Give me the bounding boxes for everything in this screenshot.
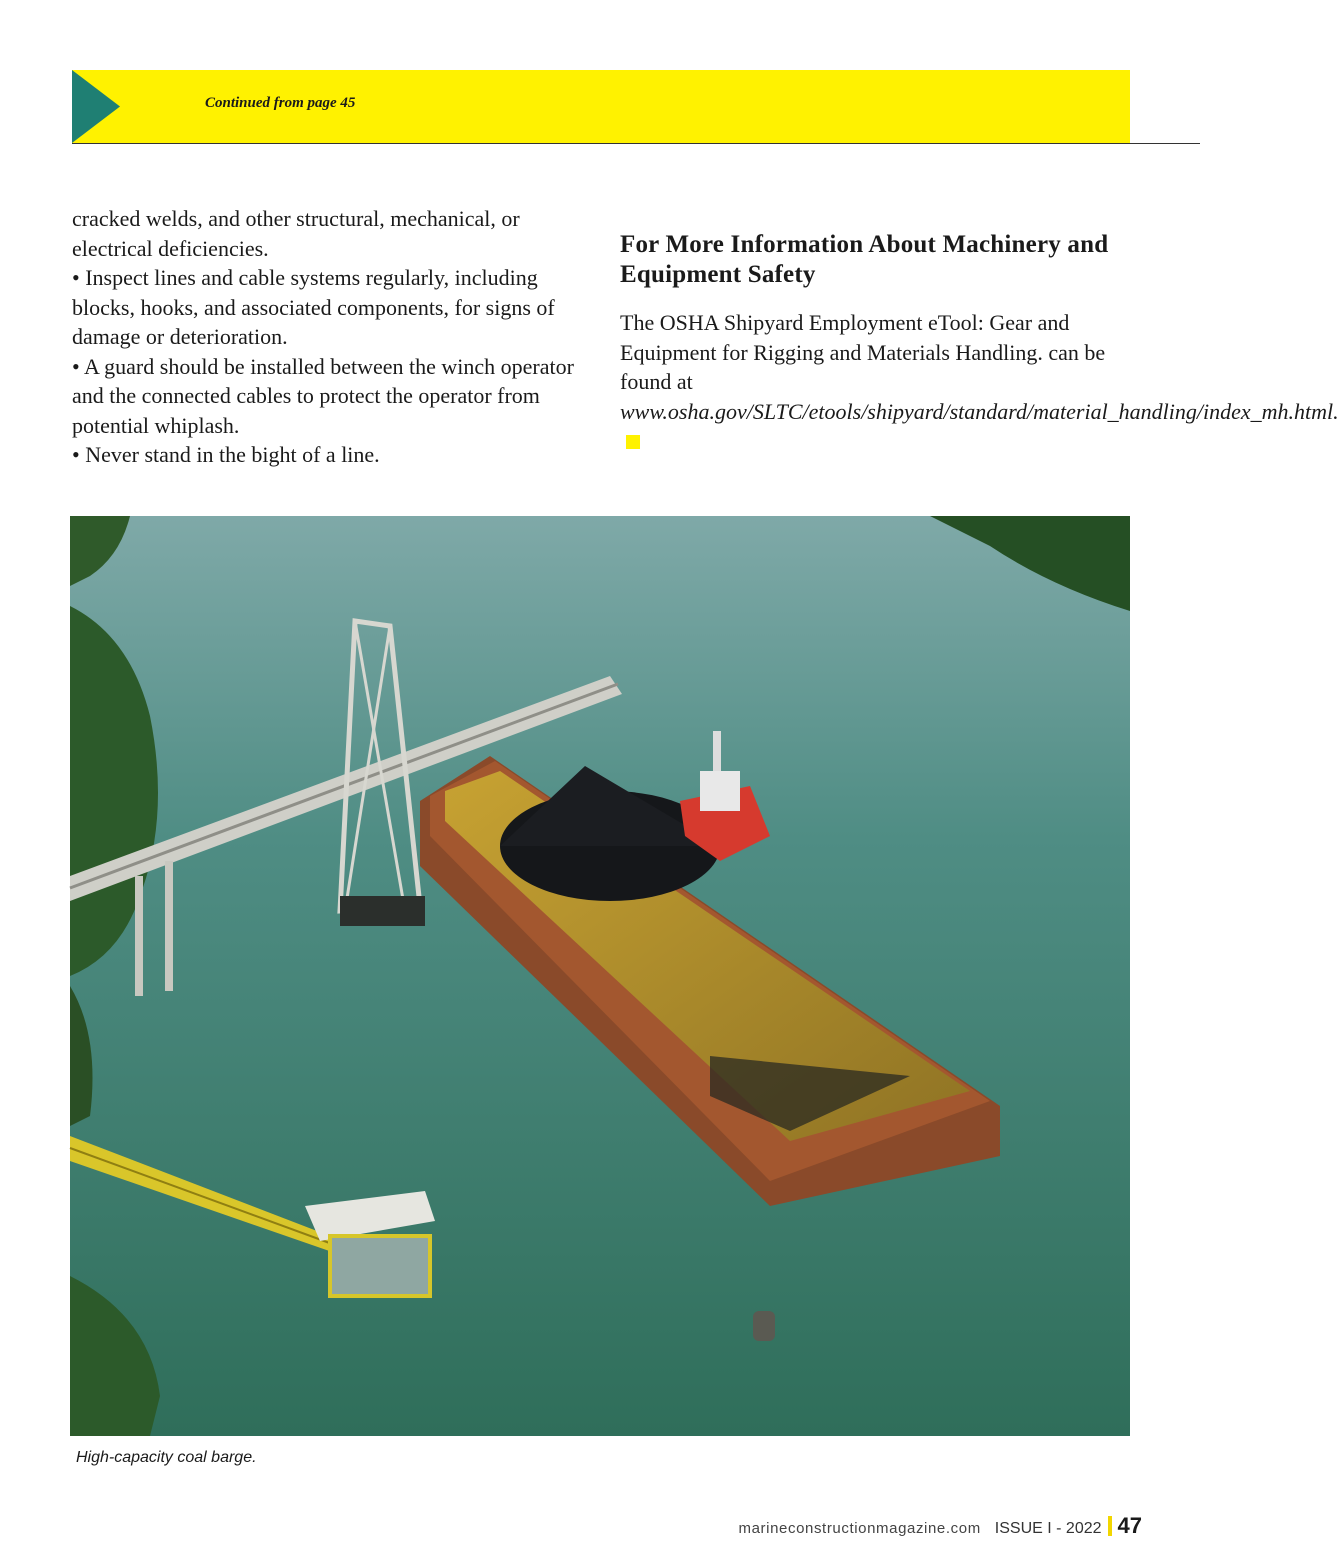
arrow-icon: [72, 70, 120, 143]
sidebar-body: [620, 308, 1339, 456]
end-of-article-mark: [626, 435, 640, 449]
bullet-item: • Inspect lines and cable systems regularly, including blocks, hooks, and associated components, for signs of damage or deterioration.: [72, 265, 555, 349]
footer-website: marineconstructionmagazine.com: [738, 1520, 981, 1537]
footer-separator: [1108, 1516, 1112, 1536]
info-sidebar: [620, 230, 1339, 456]
photo-caption: High-capacity coal barge.: [76, 1449, 257, 1466]
sidebar-body-text: The OSHA Shipyard Employment eTool: Gear and Equipment for Rigging and Materials Handling. can be found at: [620, 310, 1106, 394]
coal-barge-photo: [70, 516, 1130, 1436]
header-rule: [72, 143, 1200, 144]
article-body: [72, 204, 582, 470]
bullet-item: • A guard should be installed between the winch operator and the connected cables to protect the operator from potential whiplash.: [72, 353, 574, 438]
continued-from-label: Continued from page 45: [205, 95, 356, 111]
coal-barge-illustration: [70, 516, 1130, 1436]
page-number: 47: [1117, 1513, 1142, 1538]
page-footer: [739, 1513, 1142, 1539]
sidebar-body-end: .: [1333, 398, 1339, 424]
article-paragraph: cracked welds, and other structural, mechanical, or electrical deficiencies.: [72, 206, 520, 261]
sidebar-heading: For More Information About Machinery and Equipment Safety: [620, 231, 1109, 288]
bullet-item: • Never stand in the bight of a line.: [72, 442, 380, 467]
footer-issue: ISSUE I - 2022: [994, 1520, 1102, 1537]
osha-link[interactable]: www.osha.gov/SLTC/etools/shipyard/standard/material_handling/index_mh.html: [620, 398, 1334, 424]
